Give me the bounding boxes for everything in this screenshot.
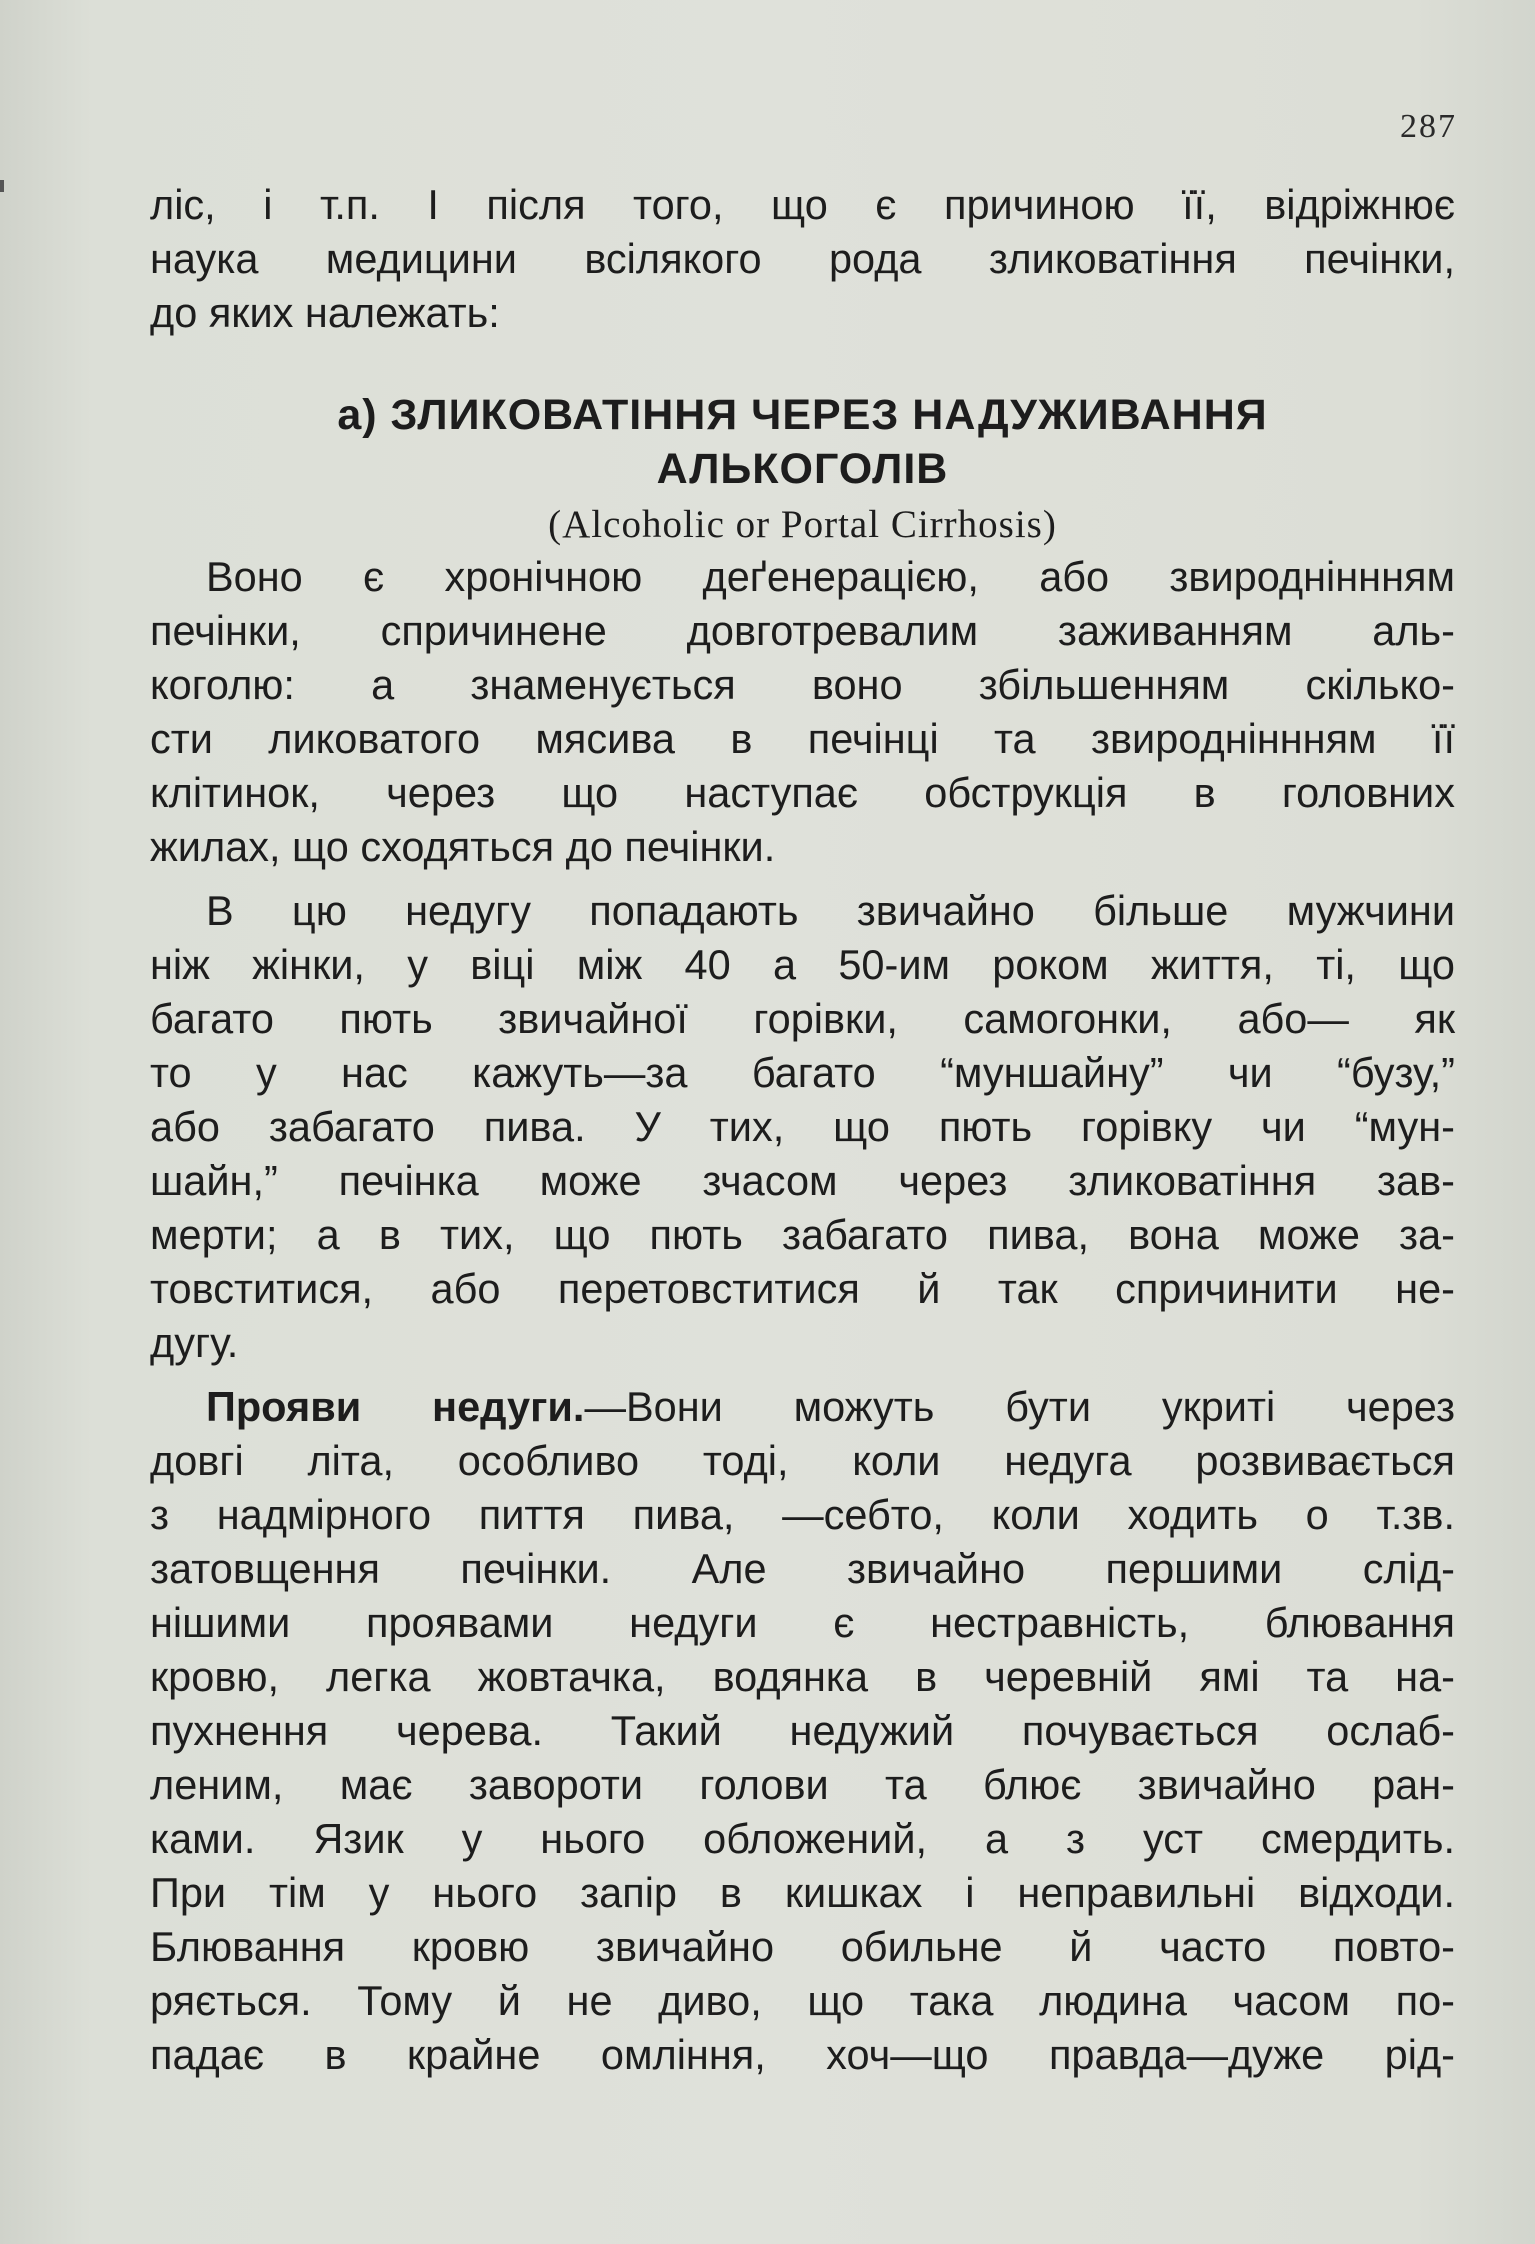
text-line: або забагато пива. У тих, що пють горівку чи “мун- [150, 1103, 1455, 1150]
text-line: затовщення печінки. Але звичайно першими слід- [150, 1545, 1455, 1592]
text-column [150, 178, 1455, 2092]
text-line: падає в крайне омління, хоч—що правда—дуже рід- [150, 2031, 1455, 2078]
text-line: товститися, або перетовститися й так спричинити не- [150, 1265, 1455, 1312]
text-line: ніж жінки, у віці між 40 а 50-им роком життя, ті, що [150, 941, 1455, 988]
text-line: леним, має завороти голови та блює звичайно ран- [150, 1761, 1455, 1808]
section-heading-line: АЛЬКОГОЛІВ [656, 445, 949, 493]
text-line: багато пють звичайної горівки, самогонки, або— як [150, 995, 1455, 1042]
text-line: жилах, що сходяться до печінки. [150, 823, 776, 870]
text-line: шайн,” печінка може зчасом через зликоватіння зав- [150, 1157, 1455, 1204]
text-line: наука медицини всілякого рода зликоватіння печінки, [150, 235, 1455, 282]
text-line: коголю: а знаменується воно збільшенням скілько- [150, 661, 1455, 708]
text-line [150, 1380, 1455, 1434]
text-line: ряється. Тому й не диво, що така людина часом по- [150, 1977, 1455, 2024]
page-number: 287 [1400, 108, 1457, 145]
symptoms-lead: Прояви недуги. [206, 1383, 585, 1430]
paragraph-definition [150, 550, 1455, 874]
text-line: то у нас кажуть—за багато “муншайну” чи “бузу,” [150, 1049, 1455, 1096]
paragraph-causes [150, 884, 1455, 1370]
text-line: печінки, спричинене довготревалим заживанням аль- [150, 607, 1455, 654]
section-subtitle: (Alcoholic or Portal Cirrhosis) [548, 503, 1057, 546]
text-line: клітинок, через що наступає обструкція в головних [150, 769, 1455, 816]
symptoms-first-line: —Вони можуть бути укриті через [584, 1383, 1456, 1430]
text-line: дугу. [150, 1319, 239, 1366]
text-line: довгі літа, особливо тоді, коли недуга розвивається [150, 1437, 1455, 1484]
text-line: нішими проявами недуги є нестравність, блювання [150, 1599, 1455, 1646]
text-line: Блювання кровю звичайно обильне й часто повто- [150, 1923, 1455, 1970]
text-line: з надмірного пиття пива, —себто, коли ходить о т.зв. [150, 1491, 1455, 1538]
text-line: сти ликоватого мясива в печінці та звиродніннням її [150, 715, 1455, 762]
intro-paragraph [150, 178, 1455, 340]
text-line: В цю недугу попадають звичайно більше мужчини [206, 887, 1455, 934]
text-line: пухнення черева. Такий недужий почувається ослаб- [150, 1707, 1455, 1754]
section-heading-line: а) ЗЛИКОВАТІННЯ ЧЕРЕЗ НАДУЖИВАННЯ [337, 391, 1268, 439]
page-edge-mark [0, 180, 4, 192]
text-line: мерти; а в тих, що пють забагато пива, вона може за- [150, 1211, 1455, 1258]
text-line: ками. Язик у нього обложений, а з уст смердить. [150, 1815, 1455, 1862]
text-line: ліс, і т.п. І після того, що є причиною її, відріжнює [150, 181, 1455, 228]
text-line: до яких належать: [150, 289, 500, 336]
text-line: Воно є хронічною деґенерацією, або звиродніннням [206, 553, 1455, 600]
paragraph-symptoms [150, 1380, 1455, 2082]
section-heading [150, 388, 1455, 550]
text-line: кровю, легка жовтачка, водянка в черевній ямі та на- [150, 1653, 1455, 1700]
text-line: При тім у нього запір в кишках і неправильні відходи. [150, 1869, 1455, 1916]
